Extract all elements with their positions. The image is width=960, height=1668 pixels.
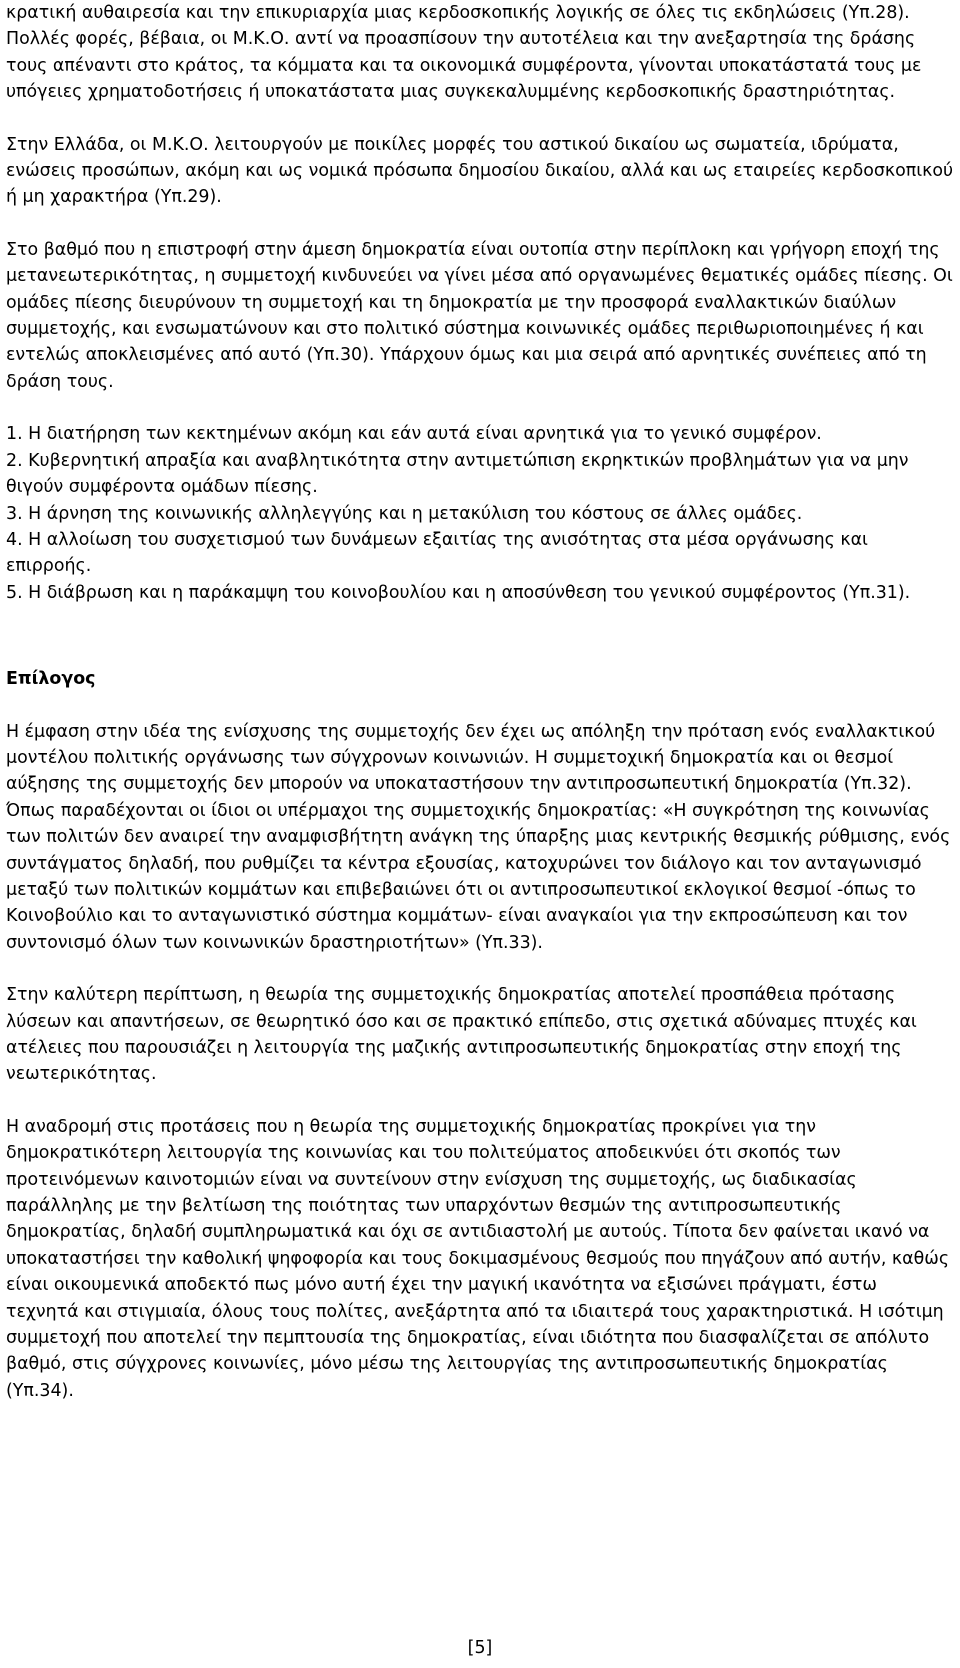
paragraph-epilogue-participation: Η έμφαση στην ιδέα της ενίσχυσης της συμμετοχής δεν έχει ως απόληξη την πρόταση ενός εναλλακτικού μοντέλου πολιτικής οργάνωσης των σύγχρονων κοινωνιών. Η συμμετοχική δημοκρατία και οι θεσμοί αύξησης της συμμετοχής δεν μπορούν να υποκαταστήσουν την αντιπροσωπευτική δημοκρατία (Υπ.32). Όπως παραδέχονται οι ίδιοι οι υπέρμαχοι της συμμετοχικής δημοκρατίας: «Η συγκρότηση της κοινωνίας των πολιτών δεν αναιρεί την αναμφισβήτητη ανάγκη της ύπαρξης μιας κεντρικής θεσμικής ρύθμισης, ενός συντάγματος δηλαδή, που ρυθμίζει τα κέντρα εξουσίας, κατοχυρώνει τον διάλογο και τον ανταγωνισμό μεταξύ των πολιτικών κομμάτων και επιβεβαιώνει ότι οι αντιπροσωπευτικοί εκλογικοί θεσμοί -όπως το Κοινοβούλιο και το ανταγωνιστικό σύστημα κομμάτων- είναι αναγκαίοι για την εκπροσώπευση και τον συντονισμό όλων των κοινωνικών δραστηριοτήτων» (Υπ.33). xyxy=(6,721,951,953)
list-item: 2. Κυβερνητική απραξία και αναβλητικότητα στην αντιμετώπιση εκρηκτικών προβλημάτων για να μην θιγούν συμφέροντα ομάδων πίεσης. xyxy=(6,450,909,498)
paragraph-epilogue-best-case: Στην καλύτερη περίπτωση, η θεωρία της συμμετοχικής δημοκρατίας αποτελεί προσπάθεια πρότασης λύσεων και απαντήσεων, σε θεωρητικό όσο και σε πρακτικό επίπεδο, στις σχετικά αδύναμες πτυχές και ατέλειες που παρουσιάζει η λειτουργία της μαζικής αντιπροσωπευτικής δημοκρατίας στην εποχή της νεωτερικότητας. xyxy=(6,985,917,1085)
paragraph-pressure-groups: Στο βαθμό που η επιστροφή στην άμεση δημοκρατία είναι ουτοπία στην περίπλοκη και γρήγορη εποχή της μετανεωτερικότητας, η συμμετοχή κινδυνεύει να γίνει μέσα από οργανωμένες θεματικές ομάδες πίεσης. Οι ομάδες πίεσης διευρύνουν τη συμμετοχή και τη δημοκρατία με την προσφορά εναλλακτικών διαύλων συμμετοχής, και ενσωματώνουν και στο πολιτικό σύστημα κοινωνικές ομάδες περιθωριοποιημένες ή και εντελώς αποκλεισμένες από αυτό (Υπ.30). Υπάρχουν όμως και μια σειρά από αρνητικές συνέπειες από τη δράση τους. xyxy=(6,239,953,392)
paragraph-ngo-greece: Στην Ελλάδα, οι Μ.Κ.Ο. λειτουργούν με ποικίλες μορφές του αστικού δικαίου ως σωματεία, ιδρύματα, ενώσεις προσώπων, ακόμη και ως νομικά πρόσωπα δημοσίου δικαίου, αλλά και ως εταιρείες κερδοσκοπικού ή μη χαρακτήρα (Υπ.29). xyxy=(6,134,954,208)
page-number: [5] xyxy=(467,1638,493,1658)
list-item: 1. Η διατήρηση των κεκτημένων ακόμη και εάν αυτά είναι αρνητικά για το γενικό συμφέρον. xyxy=(6,424,822,445)
negative-consequences-list xyxy=(6,421,954,606)
list-item: 4. Η αλλοίωση του συσχετισμού των δυνάμεων εξαιτίας της ανισότητας στα μέσα οργάνωσης και επιρροής. xyxy=(6,529,868,577)
list-item: 3. Η άρνηση της κοινωνικής αλληλεγγύης και η μετακύλιση του κόστους σε άλλες ομάδες. xyxy=(6,503,803,524)
document-page xyxy=(6,0,954,1404)
paragraph-ngo-autonomy: κρατική αυθαιρεσία και την επικυριαρχία μιας κερδοσκοπικής λογικής σε όλες τις εκδηλώσεις (Υπ.28). Πολλές φορές, βέβαια, οι Μ.Κ.Ο. αντί να προασπίσουν την αυτοτέλεια και την ανεξαρτησία της δράσης τους απέναντι στο κράτος, τα κόμματα και τα οικονομικά συμφέροντα, γίνονται υποκατάστατά τους με υπόγειες χρηματοδοτήσεις ή υποκατάστατα μιας συγκεκαλυμμένης κερδοσκοπικής δραστηριότητας. xyxy=(6,3,922,103)
list-item: 5. Η διάβρωση και η παράκαμψη του κοινοβουλίου και η αποσύνθεση του γενικού συμφέροντος (Υπ.31). xyxy=(6,582,911,603)
section-heading-epilogue: Επίλογος xyxy=(6,669,96,690)
paragraph-epilogue-review: Η αναδρομή στις προτάσεις που η θεωρία της συμμετοχικής δημοκρατίας προκρίνει για την δημοκρατικότερη λειτουργία της κοινωνίας και του πολιτεύματος αποδεικνύει ότι σκοπός των προτεινόμενων καινοτομιών είναι να συντείνουν στην ενίσχυση της συμμετοχής, ως διαδικασίας παράλληλης με την βελτίωση της ποιότητας των υπαρχόντων θεσμών της αντιπροσωπευτικής δημοκρατίας, δηλαδή συμπληρωματικά και όχι σε αντιδιαστολή με αυτούς. Τίποτα δεν φαίνεται ικανό να υποκαταστήσει την καθολική ψηφοφορία και τους δοκιμασμένους θεσμούς που πηγάζουν από αυτήν, καθώς είναι οικουμενικά αποδεκτό πως μόνο αυτή έχει την μαγική ικανότητα να εξισώνει πράγματι, έστω τεχνητά και στιγμιαία, όλους τους πολίτες, ανεξάρτητα από τα ιδιαιτερά τους χαρακτηριστικά. Η ισότιμη συμμετοχή που αποτελεί την πεμπτουσία της δημοκρατίας, είναι ιδιότητα που διασφαλίζεται σε απόλυτο βαθμό, στις σύγχρονες κοινωνίες, μόνο μέσω της λειτουργίας της αντιπροσωπευτικής δημοκρατίας (Υπ.34). xyxy=(6,1116,950,1401)
